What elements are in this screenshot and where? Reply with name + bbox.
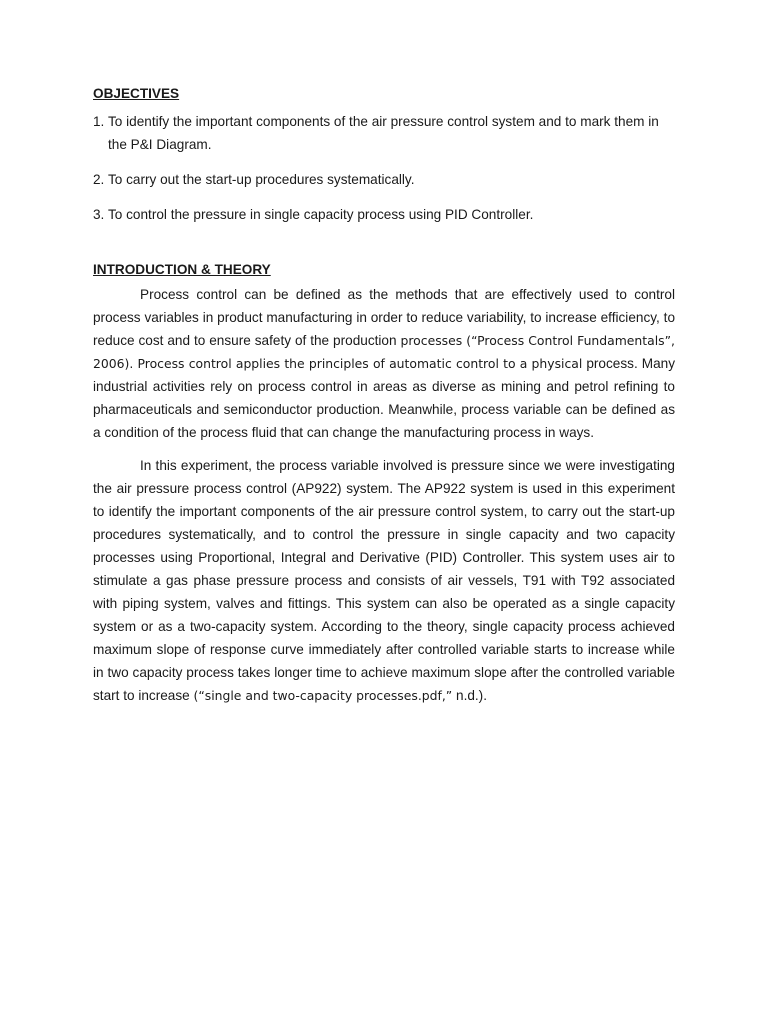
objective-number: 3.	[93, 207, 105, 222]
objective-number: 2.	[93, 172, 105, 187]
introduction-heading: INTRODUCTION & THEORY	[93, 262, 271, 277]
objectives-heading: OBJECTIVES	[93, 86, 180, 101]
citation-text: processes (“Process Control Fundamentals”, 2006). Process control applies the principles of automatic control to a physical	[93, 333, 675, 371]
objective-text: To control the pressure in single capacity process using PID Controller.	[108, 207, 534, 222]
objective-text: To carry out the start-up procedures systematically.	[108, 172, 415, 187]
paragraph-text: Process control can be defined as the methods that are effectively used to control process variables in product manufacturing in order to reduce variability, to increase efficiency, to reduce cost and to ensure safety of the production	[93, 287, 675, 348]
introduction-paragraph-1	[93, 283, 675, 444]
citation-text: (“single and two-capacity processes.pdf,”	[193, 688, 453, 703]
objective-item-1	[93, 110, 675, 156]
paragraph-text: process. Many industrial activities rely on process control in areas as diverse as mining and petrol refining to pharmaceuticals and semiconductor production. Meanwhile, process variable can be defined as a condition of the process fluid that can change the manufacturing process in ways.	[93, 356, 675, 440]
objective-text: To identify the important components of the air pressure control system and to mark them in the P&I Diagram.	[108, 114, 659, 152]
objective-number: 1.	[93, 114, 105, 129]
paragraph-text: n.d.).	[452, 688, 487, 703]
paragraph-text: In this experiment, the process variable involved is pressure since we were investigating the air pressure process control (AP922) system. The AP922 system is used in this experiment to identify the important components of the air pressure control system, to carry out the start-up procedures systematically, and to control the pressure in single capacity and two capacity processes using Proportional, Integral and Derivative (PID) Controller. This system uses air to stimulate a gas phase pressure process and consists of air vessels, T91 with T92 associated with piping system, valves and fittings. This system can also be operated as a single capacity system or as a two-capacity system. According to the theory, single capacity process achieved maximum slope of response curve immediately after controlled variable starts to increase while in two capacity process takes longer time to achieve maximum slope after the controlled variable start to increase	[93, 458, 675, 703]
document-page	[93, 84, 675, 707]
objective-item-2	[93, 168, 675, 191]
objective-item-3	[93, 203, 675, 226]
introduction-paragraph-2	[93, 454, 675, 707]
objectives-list	[93, 110, 675, 226]
